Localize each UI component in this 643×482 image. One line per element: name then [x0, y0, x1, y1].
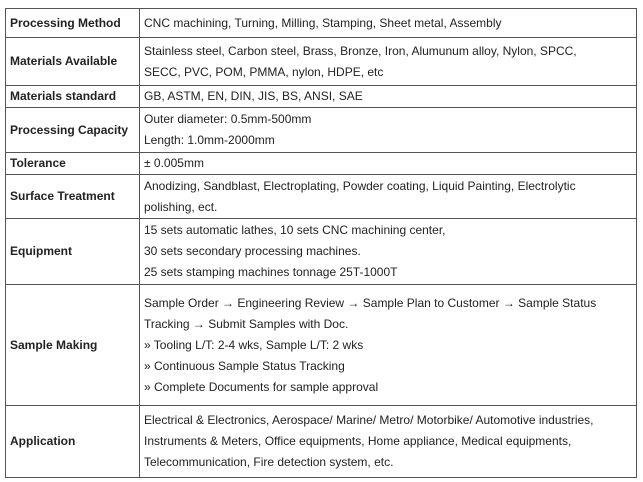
- row-label: Processing Capacity: [6, 108, 140, 153]
- value-line: Tracking → Submit Samples with Doc.: [144, 316, 349, 331]
- value-line: Length: 1.0mm-2000mm: [144, 133, 275, 147]
- value-line: Anodizing, Sandblast, Electroplating, Powder coating, Liquid Painting, Electrolytic: [144, 178, 576, 193]
- value-line: » Continuous Sample Status Tracking: [144, 358, 345, 373]
- value-line: Telecommunication, Fire detection system, etc.: [144, 455, 394, 469]
- row-label: Materials standard: [6, 86, 140, 108]
- row-value: [140, 108, 637, 153]
- table-row: [6, 86, 637, 108]
- row-label: Processing Method: [6, 9, 140, 38]
- row-label: Equipment: [6, 219, 140, 285]
- row-label: Sample Making: [6, 285, 140, 406]
- table-row: [6, 108, 637, 153]
- row-value: [140, 86, 637, 108]
- spec-table: [5, 8, 637, 478]
- value-line: » Tooling L/T: 2-4 wks, Sample L/T: 2 wks: [144, 337, 364, 352]
- table-row: [6, 153, 637, 175]
- row-value: [140, 285, 637, 406]
- row-value: [140, 406, 637, 478]
- value-line: ± 0.005mm: [144, 156, 204, 170]
- value-line: 25 sets stamping machines tonnage 25T-1000T: [144, 265, 398, 279]
- row-value: [140, 175, 637, 219]
- row-value: [140, 38, 637, 86]
- table-row: [6, 175, 637, 219]
- row-value: [140, 219, 637, 285]
- value-line: Stainless steel, Carbon steel, Brass, Bronze, Iron, Alumunum alloy, Nylon, SPCC,: [144, 43, 577, 58]
- value-line: » Complete Documents for sample approval: [144, 379, 379, 394]
- row-value: [140, 9, 637, 38]
- value-line: Outer diameter: 0.5mm-500mm: [144, 112, 312, 126]
- row-value: [140, 153, 637, 175]
- table-row: [6, 285, 637, 406]
- table-row: [6, 9, 637, 38]
- value-line: Electrical & Electronics, Aerospace/ Marine/ Metro/ Motorbike/ Automotive industries,: [144, 413, 594, 427]
- value-line: 30 sets secondary processing machines.: [144, 244, 361, 258]
- value-line: Instruments & Meters, Office equipments, Home appliance, Medical equipments,: [144, 434, 572, 448]
- value-line: Sample Order → Engineering Review → Sample Plan to Customer → Sample Status: [144, 295, 597, 310]
- value-line: 15 sets automatic lathes, 10 sets CNC machining center,: [144, 223, 446, 237]
- value-line: SECC, PVC, POM, PMMA, nylon, HDPE, etc: [144, 64, 384, 79]
- table-row: [6, 406, 637, 478]
- value-line: CNC machining, Turning, Milling, Stamping, Sheet metal, Assembly: [144, 15, 502, 30]
- table-row: [6, 38, 637, 86]
- value-line: polishing, ect.: [144, 199, 218, 214]
- value-line: GB, ASTM, EN, DIN, JIS, BS, ANSI, SAE: [144, 89, 363, 103]
- table-row: [6, 219, 637, 285]
- row-label: Surface Treatment: [6, 175, 140, 219]
- row-label: Tolerance: [6, 153, 140, 175]
- row-label: Materials Available: [6, 38, 140, 86]
- row-label: Application: [6, 406, 140, 478]
